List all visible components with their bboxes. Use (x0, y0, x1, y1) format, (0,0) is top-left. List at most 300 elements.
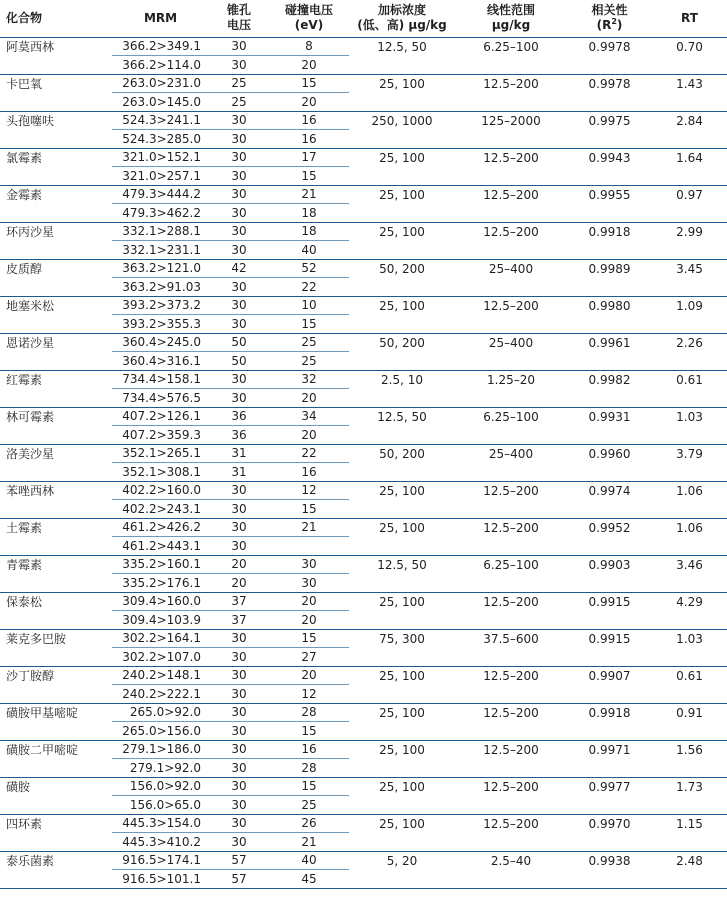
cone-voltage: 30 (209, 167, 269, 186)
compound-name: 恩诺沙星 (6, 335, 55, 350)
linear-range: 37.5–600 (483, 631, 539, 646)
cone-voltage: 30 (209, 148, 269, 167)
compound-name-blank (0, 241, 112, 260)
correlation-blank (567, 389, 652, 408)
spike-concentration: 12.5, 50 (377, 409, 427, 424)
cone-voltage: 57 (209, 851, 269, 870)
table-row-secondary (0, 537, 727, 556)
spike-concentration-blank (349, 278, 455, 297)
table-row-secondary (0, 796, 727, 815)
table-row-secondary (0, 685, 727, 704)
collision-energy: 17 (269, 148, 349, 167)
linear-range-blank (455, 56, 567, 75)
spike-concentration-blank (349, 352, 455, 371)
retention-time: 1.73 (676, 779, 703, 794)
cone-voltage: 30 (209, 37, 269, 56)
spike-concentration: 25, 100 (379, 668, 425, 683)
spike-concentration: 25, 100 (379, 150, 425, 165)
cone-voltage: 30 (209, 777, 269, 796)
spike-concentration-blank (349, 167, 455, 186)
collision-energy: 40 (269, 851, 349, 870)
collision-energy: 26 (269, 814, 349, 833)
retention-time-blank (652, 611, 727, 630)
linear-range: 12.5–200 (483, 150, 539, 165)
collision-energy: 15 (269, 500, 349, 519)
cone-voltage: 30 (209, 481, 269, 500)
spike-concentration-blank (349, 796, 455, 815)
correlation-blank (567, 463, 652, 482)
cone-voltage: 25 (209, 93, 269, 112)
header-spike-concentration: 加标浓度 (低、高) µg/kg (349, 0, 455, 37)
collision-energy: 34 (269, 407, 349, 426)
collision-energy: 52 (269, 259, 349, 278)
correlation-blank (567, 426, 652, 445)
compound-name-blank (0, 685, 112, 704)
spike-concentration: 12.5, 50 (377, 39, 427, 54)
mrm-transition: 366.2>349.1 (112, 37, 209, 56)
mrm-transition: 734.4>158.1 (112, 370, 209, 389)
table-body (0, 37, 727, 888)
collision-energy: 16 (269, 130, 349, 149)
compound-name-blank (0, 833, 112, 852)
retention-time-blank (652, 315, 727, 334)
cone-voltage: 37 (209, 611, 269, 630)
cone-voltage: 30 (209, 204, 269, 223)
spike-concentration-blank (349, 463, 455, 482)
correlation-r2: 0.9915 (588, 631, 631, 646)
retention-time: 1.06 (676, 520, 703, 535)
compound-name-blank (0, 130, 112, 149)
collision-energy: 20 (269, 666, 349, 685)
mrm-transition: 321.0>257.1 (112, 167, 209, 186)
cone-voltage: 30 (209, 241, 269, 260)
compound-name-blank (0, 500, 112, 519)
linear-range: 2.5–40 (490, 853, 532, 868)
mrm-transition: 302.2>107.0 (112, 648, 209, 667)
mrm-transition: 461.2>443.1 (112, 537, 209, 556)
correlation-blank (567, 352, 652, 371)
mrm-transition: 352.1>308.1 (112, 463, 209, 482)
linear-range-blank (455, 167, 567, 186)
spike-concentration: 25, 100 (379, 705, 425, 720)
cone-voltage: 30 (209, 814, 269, 833)
cone-voltage: 30 (209, 629, 269, 648)
linear-range: 6.25–100 (483, 409, 539, 424)
table-row (0, 222, 727, 241)
correlation-blank (567, 56, 652, 75)
correlation-r2: 0.9980 (588, 298, 631, 313)
table-row-secondary (0, 56, 727, 75)
spike-concentration: 75, 300 (379, 631, 425, 646)
cone-voltage: 20 (209, 574, 269, 593)
collision-energy: 12 (269, 685, 349, 704)
correlation-blank (567, 241, 652, 260)
spike-concentration-blank (349, 56, 455, 75)
spike-concentration: 25, 100 (379, 187, 425, 202)
compound-name-blank (0, 870, 112, 889)
mrm-transition: 156.0>92.0 (112, 777, 209, 796)
table-row (0, 444, 727, 463)
correlation-r2: 0.9955 (588, 187, 631, 202)
compound-name-blank (0, 56, 112, 75)
retention-time-blank (652, 167, 727, 186)
mrm-transition: 360.4>316.1 (112, 352, 209, 371)
retention-time-blank (652, 537, 727, 556)
header-correlation: 相关性 $(R^2)$ (567, 0, 652, 37)
mrm-transition: 445.3>410.2 (112, 833, 209, 852)
retention-time: 0.97 (676, 187, 703, 202)
retention-time-blank (652, 389, 727, 408)
collision-energy: 40 (269, 241, 349, 260)
spike-concentration-blank (349, 685, 455, 704)
table-row (0, 555, 727, 574)
mrm-transition: 393.2>373.2 (112, 296, 209, 315)
spike-concentration: 25, 100 (379, 483, 425, 498)
table-row (0, 259, 727, 278)
cone-voltage: 30 (209, 500, 269, 519)
linear-range: 12.5–200 (483, 76, 539, 91)
correlation-r2: 0.9961 (588, 335, 631, 350)
collision-energy: 16 (269, 111, 349, 130)
cone-voltage: 30 (209, 296, 269, 315)
retention-time: 2.26 (676, 335, 703, 350)
linear-range-blank (455, 389, 567, 408)
compound-name-blank (0, 759, 112, 778)
collision-energy: 20 (269, 592, 349, 611)
retention-time-blank (652, 648, 727, 667)
retention-time: 4.29 (676, 594, 703, 609)
retention-time-blank (652, 426, 727, 445)
table-row-secondary (0, 722, 727, 741)
spike-concentration-blank (349, 648, 455, 667)
collision-energy: 8 (269, 37, 349, 56)
linear-range: 12.5–200 (483, 816, 539, 831)
retention-time: 0.70 (676, 39, 703, 54)
collision-energy: 30 (269, 574, 349, 593)
compound-name-blank (0, 463, 112, 482)
mrm-transition: 734.4>576.5 (112, 389, 209, 408)
correlation-blank (567, 611, 652, 630)
linear-range: 12.5–200 (483, 742, 539, 757)
table-row (0, 740, 727, 759)
linear-range: 12.5–200 (483, 520, 539, 535)
linear-range: 25–400 (488, 261, 534, 276)
correlation-r2: 0.9978 (588, 76, 631, 91)
table-row-secondary (0, 574, 727, 593)
cone-voltage: 30 (209, 722, 269, 741)
spike-concentration-blank (349, 500, 455, 519)
retention-time-blank (652, 56, 727, 75)
cone-voltage: 30 (209, 740, 269, 759)
cone-voltage: 30 (209, 759, 269, 778)
collision-energy: 10 (269, 296, 349, 315)
compound-name-blank (0, 278, 112, 297)
collision-energy: 28 (269, 703, 349, 722)
correlation-r2: 0.9978 (588, 39, 631, 54)
retention-time: 1.03 (676, 409, 703, 424)
collision-energy: 12 (269, 481, 349, 500)
correlation-r2: 0.9974 (588, 483, 631, 498)
collision-energy: 25 (269, 333, 349, 352)
collision-energy: 16 (269, 463, 349, 482)
correlation-blank (567, 537, 652, 556)
mrm-transition: 332.1>288.1 (112, 222, 209, 241)
linear-range: 6.25–100 (483, 557, 539, 572)
header-linear-range: 线性范围 µg/kg (455, 0, 567, 37)
collision-energy: 20 (269, 611, 349, 630)
linear-range-blank (455, 870, 567, 889)
compound-name-blank (0, 167, 112, 186)
table-row (0, 592, 727, 611)
retention-time-blank (652, 93, 727, 112)
compound-name-blank (0, 648, 112, 667)
compound-name: 土霉素 (6, 520, 43, 535)
cone-voltage: 36 (209, 407, 269, 426)
mrm-transition: 279.1>92.0 (112, 759, 209, 778)
correlation-r2: 0.9970 (588, 816, 631, 831)
table-row (0, 703, 727, 722)
linear-range-blank (455, 685, 567, 704)
compound-name: 氯霉素 (6, 150, 43, 165)
collision-energy: 32 (269, 370, 349, 389)
compound-name: 苯唑西林 (6, 483, 55, 498)
linear-range-blank (455, 611, 567, 630)
table-row-secondary (0, 870, 727, 889)
mrm-transition: 363.2>121.0 (112, 259, 209, 278)
cone-voltage: 30 (209, 666, 269, 685)
mrm-transition: 335.2>160.1 (112, 555, 209, 574)
spike-concentration: 50, 200 (379, 261, 425, 276)
cone-voltage: 30 (209, 56, 269, 75)
mrm-transition: 240.2>222.1 (112, 685, 209, 704)
mrm-transition: 524.3>241.1 (112, 111, 209, 130)
collision-energy: 20 (269, 389, 349, 408)
correlation-r2: 0.9975 (588, 113, 631, 128)
spike-concentration: 25, 100 (379, 742, 425, 757)
table-row (0, 481, 727, 500)
collision-energy: 18 (269, 204, 349, 223)
linear-range-blank (455, 796, 567, 815)
spike-concentration-blank (349, 870, 455, 889)
retention-time: 0.61 (676, 668, 703, 683)
linear-range-blank (455, 204, 567, 223)
table-row-secondary (0, 611, 727, 630)
compound-name: 金霉素 (6, 187, 43, 202)
correlation-blank (567, 685, 652, 704)
linear-range-blank (455, 500, 567, 519)
retention-time: 3.45 (676, 261, 703, 276)
correlation-blank (567, 130, 652, 149)
mrm-transition: 309.4>160.0 (112, 592, 209, 611)
spike-concentration-blank (349, 204, 455, 223)
spike-concentration: 25, 100 (379, 520, 425, 535)
linear-range: 12.5–200 (483, 705, 539, 720)
mrm-transition: 479.3>444.2 (112, 185, 209, 204)
linear-range-blank (455, 648, 567, 667)
mrm-transition: 332.1>231.1 (112, 241, 209, 260)
correlation-blank (567, 315, 652, 334)
compound-name-blank (0, 796, 112, 815)
table-row-secondary (0, 93, 727, 112)
compound-name: 环丙沙星 (6, 224, 55, 239)
mrm-transition: 240.2>148.1 (112, 666, 209, 685)
mrm-transition: 156.0>65.0 (112, 796, 209, 815)
linear-range-blank (455, 759, 567, 778)
mrm-transition: 479.3>462.2 (112, 204, 209, 223)
spike-concentration: 2.5, 10 (381, 372, 423, 387)
mrm-transition: 393.2>355.3 (112, 315, 209, 334)
retention-time: 0.61 (676, 372, 703, 387)
cone-voltage: 30 (209, 389, 269, 408)
cone-voltage: 30 (209, 833, 269, 852)
compound-name: 洛美沙星 (6, 446, 55, 461)
linear-range-blank (455, 93, 567, 112)
spike-concentration: 25, 100 (379, 779, 425, 794)
cone-voltage: 30 (209, 111, 269, 130)
mrm-transition: 366.2>114.0 (112, 56, 209, 75)
cone-voltage: 57 (209, 870, 269, 889)
retention-time: 1.03 (676, 631, 703, 646)
table-row-secondary (0, 130, 727, 149)
compound-name: 皮质醇 (6, 261, 43, 276)
retention-time-blank (652, 870, 727, 889)
correlation-r2: 0.9903 (588, 557, 631, 572)
table-row-secondary (0, 648, 727, 667)
table-row-secondary (0, 315, 727, 334)
collision-energy: 15 (269, 777, 349, 796)
correlation-r2: 0.9918 (588, 224, 631, 239)
linear-range-blank (455, 463, 567, 482)
mrm-transition: 402.2>160.0 (112, 481, 209, 500)
mrm-transition: 402.2>243.1 (112, 500, 209, 519)
spike-concentration: 25, 100 (379, 816, 425, 831)
table-row-secondary (0, 833, 727, 852)
compound-name-blank (0, 574, 112, 593)
collision-energy: 15 (269, 722, 349, 741)
collision-energy: 22 (269, 278, 349, 297)
compound-name: 莱克多巴胺 (6, 631, 67, 646)
retention-time: 0.91 (676, 705, 703, 720)
collision-energy: 28 (269, 759, 349, 778)
mrm-transition: 461.2>426.2 (112, 518, 209, 537)
spike-concentration: 5, 20 (386, 853, 418, 868)
retention-time-blank (652, 796, 727, 815)
linear-range: 12.5–200 (483, 298, 539, 313)
linear-range: 25–400 (488, 446, 534, 461)
spike-concentration: 50, 200 (379, 335, 425, 350)
header-cone-voltage: 锥孔 电压 (209, 0, 269, 37)
cone-voltage: 30 (209, 648, 269, 667)
retention-time: 1.64 (676, 150, 703, 165)
retention-time-blank (652, 685, 727, 704)
correlation-r2: 0.9915 (588, 594, 631, 609)
collision-energy: 30 (269, 555, 349, 574)
table-row-secondary (0, 759, 727, 778)
retention-time-blank (652, 130, 727, 149)
table-row (0, 407, 727, 426)
table-row (0, 296, 727, 315)
cone-voltage: 20 (209, 555, 269, 574)
spike-concentration: 25, 100 (379, 224, 425, 239)
compound-name-blank (0, 93, 112, 112)
collision-energy: 20 (269, 426, 349, 445)
mrm-transition: 321.0>152.1 (112, 148, 209, 167)
retention-time-blank (652, 759, 727, 778)
retention-time: 1.56 (676, 742, 703, 757)
cone-voltage: 30 (209, 185, 269, 204)
compound-name: 头孢噻呋 (6, 113, 55, 128)
spike-concentration-blank (349, 241, 455, 260)
spike-concentration: 50, 200 (379, 446, 425, 461)
linear-range-blank (455, 352, 567, 371)
compound-name: 青霉素 (6, 557, 43, 572)
retention-time-blank (652, 278, 727, 297)
correlation-r2: 0.9971 (588, 742, 631, 757)
correlation-r2: 0.9989 (588, 261, 631, 276)
collision-energy: 45 (269, 870, 349, 889)
compound-name-blank (0, 352, 112, 371)
linear-range-blank (455, 278, 567, 297)
linear-range-blank (455, 130, 567, 149)
spike-concentration-blank (349, 722, 455, 741)
retention-time-blank (652, 241, 727, 260)
retention-time: 2.84 (676, 113, 703, 128)
cone-voltage: 36 (209, 426, 269, 445)
retention-time: 1.06 (676, 483, 703, 498)
spike-concentration: 25, 100 (379, 298, 425, 313)
linear-range: 12.5–200 (483, 224, 539, 239)
cone-voltage: 25 (209, 74, 269, 93)
spike-concentration-blank (349, 389, 455, 408)
linear-range-blank (455, 722, 567, 741)
table-row (0, 37, 727, 56)
retention-time-blank (652, 574, 727, 593)
mrm-transition: 524.3>285.0 (112, 130, 209, 149)
table-row (0, 814, 727, 833)
retention-time: 2.99 (676, 224, 703, 239)
header-collision-energy: 碰撞电压 (eV) (269, 0, 349, 37)
correlation-blank (567, 648, 652, 667)
compound-name: 阿莫西林 (6, 39, 55, 54)
linear-range: 125–2000 (481, 113, 541, 128)
mrm-transition: 360.4>245.0 (112, 333, 209, 352)
compound-name-blank (0, 611, 112, 630)
cone-voltage: 30 (209, 518, 269, 537)
linear-range-blank (455, 426, 567, 445)
table-row-secondary (0, 241, 727, 260)
spike-concentration: 12.5, 50 (377, 557, 427, 572)
spike-concentration-blank (349, 93, 455, 112)
header-rt: RT (652, 0, 727, 37)
linear-range-blank (455, 537, 567, 556)
table-row (0, 666, 727, 685)
collision-energy: 15 (269, 315, 349, 334)
linear-range-blank (455, 833, 567, 852)
spike-concentration-blank (349, 426, 455, 445)
header-mrm: MRM (112, 0, 209, 37)
linear-range: 12.5–200 (483, 668, 539, 683)
retention-time: 1.09 (676, 298, 703, 313)
mrm-transition: 279.1>186.0 (112, 740, 209, 759)
spike-concentration: 25, 100 (379, 594, 425, 609)
compound-name: 红霉素 (6, 372, 43, 387)
linear-range: 12.5–200 (483, 483, 539, 498)
correlation-r2: 0.9960 (588, 446, 631, 461)
retention-time-blank (652, 833, 727, 852)
cone-voltage: 30 (209, 537, 269, 556)
spike-concentration: 250, 1000 (371, 113, 433, 128)
correlation-r2: 0.9943 (588, 150, 631, 165)
